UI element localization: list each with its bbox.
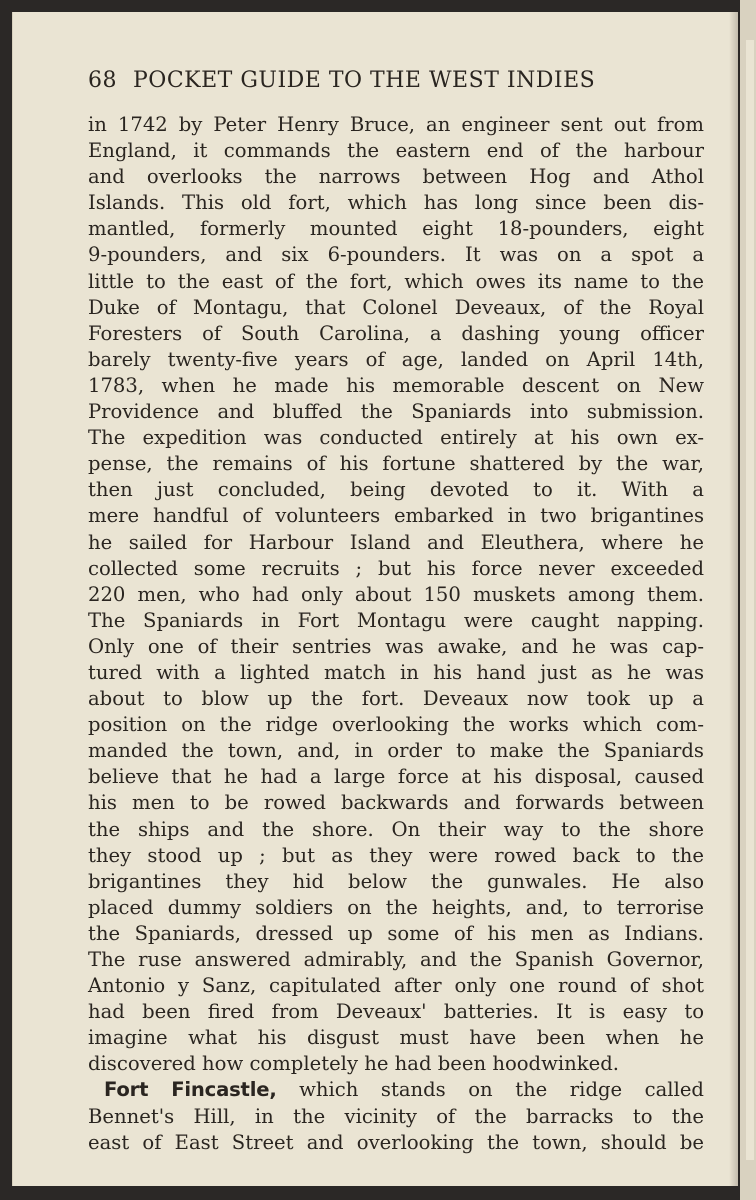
text-line: his men to be rowed backwards and forwards between [88, 791, 704, 815]
text-line: the Spaniards, dressed up some of his men as Indians. [88, 921, 704, 945]
text-line: Islands. This old fort, which has long since been dis- [88, 191, 704, 215]
text-line: had been fired from Deveaux' batteries. It is easy to [88, 1000, 704, 1024]
text-line: the ships and the shore. On their way to the shore [88, 817, 704, 841]
text-line: imagine what his disgust must have been when he [88, 1026, 704, 1050]
text-line: 1783, when he made his memorable descent on New [88, 373, 704, 397]
text-line: he sailed for Harbour Island and Eleuthera, where he [88, 530, 704, 554]
running-header [88, 68, 708, 93]
text-line: The expedition was conducted entirely at his own ex- [88, 426, 704, 450]
running-title: POCKET GUIDE TO THE WEST INDIES [133, 68, 596, 93]
page-number: 68 [88, 68, 117, 93]
text-line: believe that he had a large force at his disposal, caused [88, 765, 704, 789]
text-line: collected some recruits ; but his force never exceeded [88, 556, 704, 580]
text-line: position on the ridge overlooking the works which com- [88, 713, 704, 737]
text-line: manded the town, and, in order to make the Spaniards [88, 739, 704, 763]
body-text [88, 112, 704, 1156]
text-line: discovered how completely he had been hoodwinked. [88, 1052, 619, 1076]
text-line: east of East Street and overlooking the town, should be [88, 1130, 704, 1154]
text-line: about to blow up the fort. Deveaux now took up a [88, 687, 704, 711]
page-edge-strip [746, 40, 754, 1160]
text-line: little to the east of the fort, which owes its name to the [88, 269, 704, 293]
text-line: and overlooks the narrows between Hog and Athol [88, 165, 704, 189]
text-line: Foresters of South Carolina, a dashing young officer [88, 321, 704, 345]
section-heading-fort-fincastle: Fort Fincastle, [104, 1078, 277, 1102]
text-line: tured with a lighted match in his hand just as he was [88, 660, 704, 684]
text-line: The ruse answered admirably, and the Spanish Governor, [88, 948, 704, 971]
text-line: in 1742 by Peter Henry Bruce, an engineer sent out from [88, 113, 704, 136]
text-fragment: which stands on the ridge called [299, 1078, 704, 1102]
text-line: barely twenty-five years of age, landed on April 14th, [88, 347, 704, 371]
book-page [12, 12, 739, 1186]
next-page-edge [738, 0, 756, 1200]
text-line: they stood up ; but as they were rowed back to the [88, 843, 704, 867]
text-line: Duke of Montagu, that Colonel Deveaux, of the Royal [88, 295, 704, 319]
text-line: Providence and bluffed the Spaniards into submission. [88, 400, 704, 424]
text-line: mere handful of volunteers embarked in two brigantines [88, 504, 704, 528]
text-line: Only one of their sentries was awake, and he was cap- [88, 634, 704, 658]
text-line: mantled, formerly mounted eight 18-pounders, eight [88, 217, 704, 241]
text-line: 220 men, who had only about 150 muskets among them. [88, 582, 704, 606]
text-line: pense, the remains of his fortune shattered by the war, [88, 452, 704, 476]
paragraph-start [88, 1077, 704, 1103]
text-line: England, it commands the eastern end of the harbour [88, 139, 704, 163]
text-line: brigantines they hid below the gunwales. He also [88, 869, 704, 893]
text-line: then just concluded, being devoted to it. With a [88, 478, 704, 502]
text-line: placed dummy soldiers on the heights, and, to terrorise [88, 895, 704, 919]
text-line: Bennet's Hill, in the vicinity of the barracks to the [88, 1104, 704, 1128]
text-line: Antonio y Sanz, capitulated after only one round of shot [88, 974, 704, 998]
text-line: The Spaniards in Fort Montagu were caught napping. [88, 608, 704, 632]
text-line: 9-pounders, and six 6-pounders. It was on a spot a [88, 243, 704, 267]
